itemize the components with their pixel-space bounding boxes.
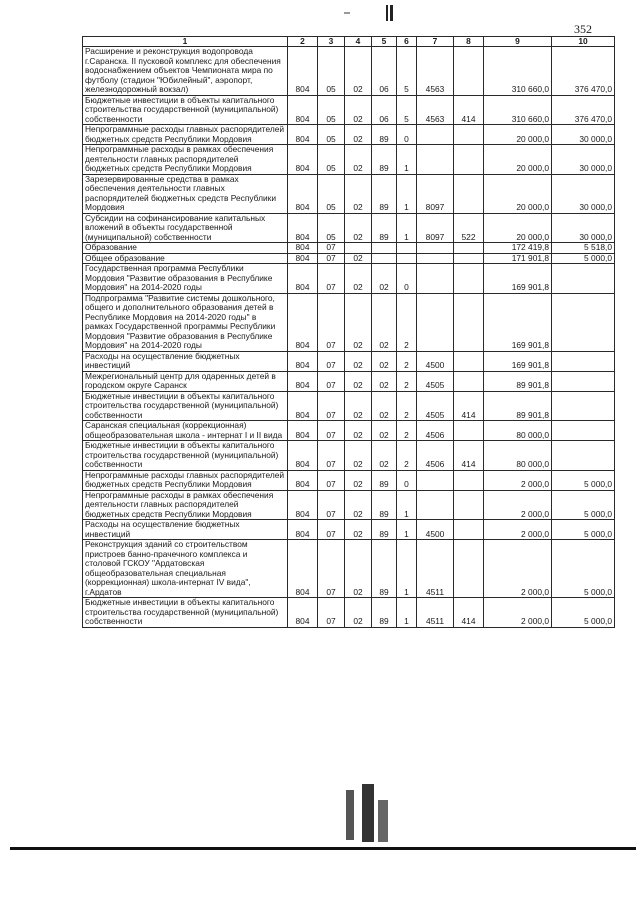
subsection-cell <box>345 243 372 254</box>
admin-code-cell: 804 <box>288 540 318 598</box>
page-number: 352 <box>574 22 592 36</box>
table-row <box>83 540 615 598</box>
name-cell: Общее образование <box>83 253 288 264</box>
column-header-9: 9 <box>484 37 552 47</box>
subsection-cell: 02 <box>345 371 372 391</box>
subprogram-cell: 2 <box>397 293 417 351</box>
admin-code-cell: 804 <box>288 441 318 471</box>
program-cell: 06 <box>372 95 397 125</box>
admin-code-cell: 804 <box>288 125 318 145</box>
subprogram-cell: 5 <box>397 47 417 96</box>
table-row <box>83 213 615 243</box>
section-cell: 07 <box>318 243 345 254</box>
amount-2016-cell: 5 000,0 <box>552 540 615 598</box>
name-cell: Расширение и реконструкция водопровода г.Саранска. II пусковой комплекс для обеспечения водоснабжением объектов Чемпионата мира по футболу (стадион "Юбилейный", аэропорт, железнодорожный вокзал) <box>83 47 288 96</box>
section-cell: 07 <box>318 293 345 351</box>
admin-code-cell: 804 <box>288 351 318 371</box>
column-header-8: 8 <box>454 37 484 47</box>
admin-code-cell: 804 <box>288 520 318 540</box>
amount-2015-cell: 171 901,8 <box>484 253 552 264</box>
subsection-cell: 02 <box>345 145 372 175</box>
subprogram-cell: 0 <box>397 264 417 294</box>
amount-2016-cell: 5 000,0 <box>552 490 615 520</box>
section-cell: 07 <box>318 371 345 391</box>
table-row <box>83 95 615 125</box>
section-cell: 07 <box>318 540 345 598</box>
column-header-6: 6 <box>397 37 417 47</box>
amount-2015-cell: 2 000,0 <box>484 598 552 628</box>
program-cell: 02 <box>372 421 397 441</box>
section-cell: 05 <box>318 95 345 125</box>
admin-code-cell: 804 <box>288 174 318 213</box>
admin-code-cell: 804 <box>288 293 318 351</box>
expense-type-cell <box>454 351 484 371</box>
subprogram-cell: 1 <box>397 540 417 598</box>
column-header-3: 3 <box>318 37 345 47</box>
table-row <box>83 174 615 213</box>
expense-type-cell <box>454 47 484 96</box>
amount-2015-cell: 20 000,0 <box>484 125 552 145</box>
table-row <box>83 441 615 471</box>
amount-2016-cell: 5 000,0 <box>552 470 615 490</box>
scan-artifact <box>340 780 400 844</box>
amount-2016-cell: 5 000,0 <box>552 598 615 628</box>
name-cell: Подпрограмма "Развитие системы дошкольного, общего и дополнительного образования детей в Республике Мордовия на 2014-2020 годы" в рамках Государственной программы Республики Мордовия "Развитие образования в Республике Мордовия" на 2014-2020 годы <box>83 293 288 351</box>
name-cell: Реконструкция зданий со строительством пристроев банно-прачечного комплекса и столовой ГСКОУ "Ардатовская общеобразовательная специальная (коррекционная) школа-интернат IV вида", г.Ардатов <box>83 540 288 598</box>
admin-code-cell: 804 <box>288 598 318 628</box>
amount-2015-cell: 310 660,0 <box>484 47 552 96</box>
subprogram-cell: 0 <box>397 470 417 490</box>
section-cell: 07 <box>318 391 345 421</box>
name-cell: Зарезервированные средства в рамках обеспечения деятельности главных распорядителей бюджетных средств Республики Мордовия <box>83 174 288 213</box>
subprogram-cell: 1 <box>397 598 417 628</box>
program-cell: 89 <box>372 125 397 145</box>
subprogram-cell: 0 <box>397 125 417 145</box>
column-header-5: 5 <box>372 37 397 47</box>
admin-code-cell: 804 <box>288 253 318 264</box>
amount-2016-cell: 30 000,0 <box>552 213 615 243</box>
subsection-cell: 02 <box>345 47 372 96</box>
subsection-cell: 02 <box>345 598 372 628</box>
expense-type-cell <box>454 293 484 351</box>
name-cell: Непрограммные расходы главных распорядителей бюджетных средств Республики Мордовия <box>83 125 288 145</box>
column-header-2: 2 <box>288 37 318 47</box>
subsection-cell: 02 <box>345 490 372 520</box>
admin-code-cell: 804 <box>288 145 318 175</box>
amount-2015-cell: 20 000,0 <box>484 145 552 175</box>
name-cell: Бюджетные инвестиции в объекты капитального строительства государственной (муниципальной) собственности <box>83 441 288 471</box>
program-cell: 89 <box>372 490 397 520</box>
amount-2015-cell: 2 000,0 <box>484 470 552 490</box>
subprogram-cell: 1 <box>397 213 417 243</box>
expense-type-cell <box>454 264 484 294</box>
name-cell: Саранская специальная (коррекционная) общеобразовательная школа - интернат I и II вида <box>83 421 288 441</box>
expense-type-cell: 414 <box>454 95 484 125</box>
table-row <box>83 371 615 391</box>
name-cell: Субсидии на софинансирование капитальных вложений в объекты государственной (муниципальной) собственности <box>83 213 288 243</box>
section-cell: 05 <box>318 125 345 145</box>
name-cell: Непрограммные расходы в рамках обеспечения деятельности главных распорядителей бюджетных средств Республики Мордовия <box>83 145 288 175</box>
amount-2015-cell: 169 901,8 <box>484 351 552 371</box>
column-header-10: 10 <box>552 37 615 47</box>
admin-code-cell: 804 <box>288 95 318 125</box>
program-cell: 89 <box>372 540 397 598</box>
amount-2015-cell: 2 000,0 <box>484 490 552 520</box>
table-row <box>83 470 615 490</box>
amount-2016-cell <box>552 264 615 294</box>
subprogram-cell: 1 <box>397 145 417 175</box>
amount-2016-cell <box>552 351 615 371</box>
expense-type-cell <box>454 145 484 175</box>
amount-2016-cell <box>552 371 615 391</box>
subprogram-cell: 2 <box>397 391 417 421</box>
subsection-cell: 02 <box>345 441 372 471</box>
target-code-cell <box>417 243 454 254</box>
target-code-cell: 4500 <box>417 351 454 371</box>
table-body <box>83 47 615 628</box>
name-cell: Бюджетные инвестиции в объекты капитального строительства государственной (муниципальной) собственности <box>83 95 288 125</box>
section-cell: 05 <box>318 145 345 175</box>
subprogram-cell: 2 <box>397 351 417 371</box>
target-code-cell: 4511 <box>417 598 454 628</box>
amount-2016-cell: 30 000,0 <box>552 174 615 213</box>
section-cell: 07 <box>318 421 345 441</box>
subsection-cell: 02 <box>345 125 372 145</box>
subsection-cell: 02 <box>345 470 372 490</box>
subprogram-cell: 1 <box>397 520 417 540</box>
amount-2016-cell: 5 000,0 <box>552 253 615 264</box>
admin-code-cell: 804 <box>288 243 318 254</box>
target-code-cell: 4505 <box>417 371 454 391</box>
section-cell: 05 <box>318 174 345 213</box>
table-row <box>83 351 615 371</box>
program-cell <box>372 253 397 264</box>
target-code-cell <box>417 145 454 175</box>
section-cell: 07 <box>318 351 345 371</box>
expense-type-cell <box>454 540 484 598</box>
table-row <box>83 520 615 540</box>
admin-code-cell: 804 <box>288 371 318 391</box>
target-code-cell <box>417 490 454 520</box>
subsection-cell: 02 <box>345 391 372 421</box>
subprogram-cell: 5 <box>397 95 417 125</box>
amount-2015-cell: 2 000,0 <box>484 520 552 540</box>
table-row <box>83 293 615 351</box>
amount-2016-cell: 376 470,0 <box>552 95 615 125</box>
subprogram-cell <box>397 243 417 254</box>
scan-mark-top <box>340 4 400 22</box>
expense-type-cell <box>454 421 484 441</box>
subprogram-cell: 2 <box>397 441 417 471</box>
target-code-cell: 4511 <box>417 540 454 598</box>
table-row <box>83 421 615 441</box>
name-cell: Бюджетные инвестиции в объекты капитального строительства государственной (муниципальной) собственности <box>83 391 288 421</box>
target-code-cell: 8097 <box>417 213 454 243</box>
admin-code-cell: 804 <box>288 470 318 490</box>
expense-type-cell <box>454 371 484 391</box>
column-header-4: 4 <box>345 37 372 47</box>
table-row <box>83 264 615 294</box>
section-cell: 07 <box>318 520 345 540</box>
target-code-cell <box>417 253 454 264</box>
program-cell: 02 <box>372 371 397 391</box>
name-cell: Бюджетные инвестиции в объекты капитального строительства государственной (муниципальной) собственности <box>83 598 288 628</box>
amount-2015-cell: 169 901,8 <box>484 264 552 294</box>
program-cell: 89 <box>372 470 397 490</box>
program-cell: 02 <box>372 391 397 421</box>
target-code-cell <box>417 125 454 145</box>
subprogram-cell: 1 <box>397 174 417 213</box>
subprogram-cell <box>397 253 417 264</box>
program-cell: 89 <box>372 145 397 175</box>
subprogram-cell: 2 <box>397 371 417 391</box>
expense-type-cell <box>454 243 484 254</box>
subsection-cell: 02 <box>345 540 372 598</box>
program-cell <box>372 243 397 254</box>
program-cell: 89 <box>372 213 397 243</box>
name-cell: Государственная программа Республики Мордовия "Развитие образования в Республике Мордовия" на 2014-2020 годы <box>83 264 288 294</box>
subsection-cell: 02 <box>345 421 372 441</box>
expense-type-cell <box>454 253 484 264</box>
target-code-cell: 4505 <box>417 391 454 421</box>
program-cell: 02 <box>372 351 397 371</box>
section-cell: 07 <box>318 253 345 264</box>
expense-type-cell <box>454 125 484 145</box>
target-code-cell: 4506 <box>417 421 454 441</box>
subsection-cell: 02 <box>345 213 372 243</box>
subsection-cell: 02 <box>345 174 372 213</box>
section-cell: 07 <box>318 264 345 294</box>
subsection-cell: 02 <box>345 253 372 264</box>
subprogram-cell: 2 <box>397 421 417 441</box>
table-row <box>83 243 615 254</box>
table-row <box>83 145 615 175</box>
admin-code-cell: 804 <box>288 490 318 520</box>
admin-code-cell: 804 <box>288 391 318 421</box>
table-header <box>83 37 615 47</box>
amount-2015-cell: 2 000,0 <box>484 540 552 598</box>
name-cell: Расходы на осуществление бюджетных инвестиций <box>83 520 288 540</box>
subsection-cell: 02 <box>345 520 372 540</box>
table-row <box>83 47 615 96</box>
column-header-1: 1 <box>83 37 288 47</box>
expense-type-cell: 414 <box>454 391 484 421</box>
target-code-cell: 8097 <box>417 174 454 213</box>
amount-2016-cell: 376 470,0 <box>552 47 615 96</box>
name-cell: Расходы на осуществление бюджетных инвестиций <box>83 351 288 371</box>
target-code-cell: 4506 <box>417 441 454 471</box>
amount-2016-cell: 30 000,0 <box>552 145 615 175</box>
expense-type-cell <box>454 520 484 540</box>
amount-2015-cell: 310 660,0 <box>484 95 552 125</box>
expense-type-cell <box>454 490 484 520</box>
amount-2015-cell: 172 419,8 <box>484 243 552 254</box>
section-cell: 05 <box>318 47 345 96</box>
section-cell: 05 <box>318 213 345 243</box>
target-code-cell <box>417 264 454 294</box>
amount-2015-cell: 80 000,0 <box>484 421 552 441</box>
amount-2015-cell: 89 901,8 <box>484 371 552 391</box>
name-cell: Образование <box>83 243 288 254</box>
target-code-cell: 4500 <box>417 520 454 540</box>
section-cell: 07 <box>318 598 345 628</box>
name-cell: Непрограммные расходы главных распорядителей бюджетных средств Республики Мордовия <box>83 470 288 490</box>
table-row <box>83 253 615 264</box>
target-code-cell: 4563 <box>417 47 454 96</box>
target-code-cell <box>417 470 454 490</box>
program-cell: 89 <box>372 174 397 213</box>
target-code-cell: 4563 <box>417 95 454 125</box>
expense-type-cell: 414 <box>454 441 484 471</box>
expense-type-cell <box>454 174 484 213</box>
expense-type-cell: 414 <box>454 598 484 628</box>
program-cell: 02 <box>372 264 397 294</box>
subsection-cell: 02 <box>345 264 372 294</box>
table-row <box>83 125 615 145</box>
table-row <box>83 490 615 520</box>
table-row <box>83 391 615 421</box>
expense-type-cell: 522 <box>454 213 484 243</box>
subsection-cell: 02 <box>345 351 372 371</box>
program-cell: 89 <box>372 598 397 628</box>
amount-2016-cell: 5 000,0 <box>552 520 615 540</box>
amount-2016-cell <box>552 421 615 441</box>
column-header-7: 7 <box>417 37 454 47</box>
section-cell: 07 <box>318 490 345 520</box>
expense-type-cell <box>454 470 484 490</box>
program-cell: 06 <box>372 47 397 96</box>
target-code-cell <box>417 293 454 351</box>
admin-code-cell: 804 <box>288 264 318 294</box>
section-cell: 07 <box>318 441 345 471</box>
admin-code-cell: 804 <box>288 47 318 96</box>
admin-code-cell: 804 <box>288 213 318 243</box>
amount-2015-cell: 169 901,8 <box>484 293 552 351</box>
amount-2015-cell: 20 000,0 <box>484 213 552 243</box>
program-cell: 02 <box>372 293 397 351</box>
amount-2016-cell <box>552 391 615 421</box>
amount-2015-cell: 80 000,0 <box>484 441 552 471</box>
amount-2016-cell: 30 000,0 <box>552 125 615 145</box>
subsection-cell: 02 <box>345 95 372 125</box>
amount-2016-cell <box>552 293 615 351</box>
program-cell: 02 <box>372 441 397 471</box>
amount-2016-cell: 5 518,0 <box>552 243 615 254</box>
header-row <box>83 37 615 47</box>
scan-bottom-line <box>10 847 636 850</box>
amount-2016-cell <box>552 441 615 471</box>
section-cell: 07 <box>318 470 345 490</box>
budget-table <box>82 36 615 628</box>
amount-2015-cell: 20 000,0 <box>484 174 552 213</box>
amount-2015-cell: 89 901,8 <box>484 391 552 421</box>
name-cell: Межрегиональный центр для одаренных детей в городском округе Саранск <box>83 371 288 391</box>
table-row <box>83 598 615 628</box>
name-cell: Непрограммные расходы в рамках обеспечения деятельности главных распорядителей бюджетных средств Республики Мордовия <box>83 490 288 520</box>
program-cell: 89 <box>372 520 397 540</box>
subsection-cell: 02 <box>345 293 372 351</box>
admin-code-cell: 804 <box>288 421 318 441</box>
subprogram-cell: 1 <box>397 490 417 520</box>
